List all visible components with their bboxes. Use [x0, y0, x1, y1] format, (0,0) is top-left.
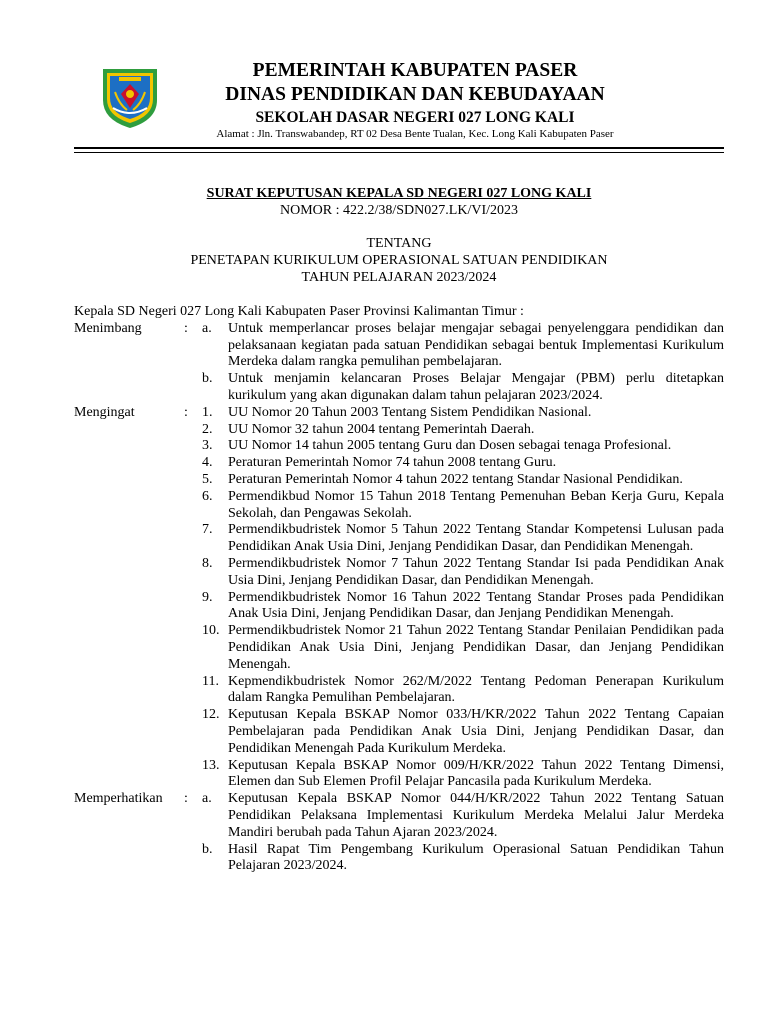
school-address: Alamat : Jln. Transwabandep, RT 02 Desa Bente Tualan, Kec. Long Kali Kabupaten Paser — [216, 128, 614, 140]
list-item — [202, 489, 724, 523]
item-text: Peraturan Pemerintah Nomor 74 tahun 2008 tentang Guru. — [228, 455, 557, 471]
section-items — [202, 405, 724, 791]
department-name: DINAS PENDIDIKAN DAN KEBUDAYAAN — [225, 84, 605, 105]
government-name: PEMERINTAH KABUPATEN PASER — [252, 60, 578, 81]
item-number: 9. — [202, 589, 213, 605]
item-text: Untuk memperlancar proses belajar mengajar sebagai penyelenggara pendidikan dan pelaksanaan kegiatan pada satuan Pendidikan sebagai bentuk Implementasi Kurikulum Merdeka dalam rangka pemulihan pembelajaran. — [228, 320, 724, 370]
decree-number: NOMOR : 422.2/38/SDN027.LK/VI/2023 — [279, 203, 518, 218]
list-item — [202, 707, 724, 757]
section-memperhatikan — [74, 791, 724, 875]
item-text: UU Nomor 32 tahun 2004 tentang Pemerintah Daerah. — [228, 421, 535, 437]
item-text: Permendikbudristek Nomor 7 Tahun 2022 Tentang Standar Isi pada Pendidikan Anak Usia Dini, Jenjang Pendidikan Dasar, dan Pendidikan Menengah. — [228, 555, 724, 588]
item-text: Permendikbudristek Nomor 16 Tahun 2022 Tentang Standar Proses pada Pendidikan Anak Usia Dini, Jenjang Pendidikan Dasar, dan Jenjang Pendidikan Menengah. — [228, 589, 724, 622]
regency-emblem-icon — [97, 64, 163, 130]
item-number: 1. — [202, 404, 213, 420]
section-mengingat — [74, 405, 724, 791]
item-number: 12. — [202, 707, 220, 723]
decree-intro: Kepala SD Negeri 027 Long Kali Kabupaten Paser Provinsi Kalimantan Timur : — [74, 304, 524, 319]
list-item — [202, 438, 724, 455]
list-item — [202, 674, 724, 708]
item-text: Untuk menjamin kelancaran Proses Belajar Mengajar (PBM) perlu ditetapkan kurikulum yang akan digunakan dalam tahun pelajaran 2023/2024. — [228, 371, 724, 403]
item-text: Keputusan Kepala BSKAP Nomor 009/H/KR/2022 Tahun 2022 Tentang Dimensi, Elemen dan Sub Elemen Profil Pelajar Pancasila pada Kurikulum Merdeka. — [228, 757, 724, 790]
list-item — [202, 405, 724, 422]
item-text: UU Nomor 14 tahun 2005 tentang Guru dan Dosen sebagai tenaga Profesional. — [228, 438, 672, 454]
section-label: Menimbang — [74, 320, 142, 336]
item-number: 6. — [202, 488, 213, 504]
item-number: 4. — [202, 455, 213, 471]
list-item — [202, 556, 724, 590]
letterhead-divider-thick — [74, 147, 724, 149]
item-number: 7. — [202, 522, 213, 538]
list-item — [202, 472, 724, 489]
item-text: Kepmendikbudristek Nomor 262/M/2022 Tentang Pedoman Penerapan Kurikulum dalam Rangka Pemulihan Pembelajaran. — [228, 673, 724, 706]
item-number: 10. — [202, 623, 220, 639]
list-item — [202, 422, 724, 439]
section-items — [202, 791, 724, 875]
decree-subject-line-2: TAHUN PELAJARAN 2023/2024 — [301, 270, 497, 285]
decree-body — [74, 304, 724, 875]
item-number: b. — [202, 841, 213, 857]
item-number: 5. — [202, 471, 213, 487]
item-number: 3. — [202, 438, 213, 454]
item-text: Peraturan Pemerintah Nomor 4 tahun 2022 tentang Standar Nasional Pendidikan. — [228, 471, 683, 487]
section-colon: : — [184, 320, 188, 336]
decree-subject-line-1: PENETAPAN KURIKULUM OPERASIONAL SATUAN PENDIDIKAN — [190, 253, 608, 268]
list-item — [202, 371, 724, 405]
section-colon: : — [184, 791, 188, 807]
list-item — [202, 522, 724, 556]
item-text: Permendikbud Nomor 15 Tahun 2018 Tentang Pemenuhan Beban Kerja Guru, Kepala Sekolah, dan Pengawas Sekolah. — [228, 488, 724, 521]
list-item — [202, 623, 724, 673]
list-item — [202, 758, 724, 792]
item-text: Permendikbudristek Nomor 21 Tahun 2022 Tentang Standar Penilaian Pendidikan pada Pendidikan Anak Usia Dini, Jenjang Pendidikan Dasar, dan Jenjang Pendidikan Menengah. — [228, 623, 724, 672]
item-text: Hasil Rapat Tim Pengembang Kurikulum Operasional Satuan Pendidikan Tahun Pelajaran 2023/2024. — [228, 841, 724, 874]
item-number: a. — [202, 791, 212, 807]
item-number: 11. — [202, 673, 219, 689]
item-number: 13. — [202, 757, 220, 773]
item-text: UU Nomor 20 Tahun 2003 Tentang Sistem Pendidikan Nasional. — [228, 404, 592, 420]
decree-title: SURAT KEPUTUSAN KEPALA SD NEGERI 027 LONG KALI — [206, 186, 592, 201]
item-number: b. — [202, 371, 213, 387]
item-text: Keputusan Kepala BSKAP Nomor 044/H/KR/2022 Tahun 2022 Tentang Satuan Pendidikan Pelaksana Implementasi Kurikulum Merdeka Melalui Jalur Merdeka Mandiri berubah pada Tahun Ajaran 2023/2024. — [228, 791, 724, 840]
item-text: Keputusan Kepala BSKAP Nomor 033/H/KR/2022 Tahun 2022 Tentang Capaian Pembelajaran pada Pendidikan Anak Usia Dini, Jenjang Pendidikan Dasar, dan Pendidikan Menengah Pada Kurikulum Merdeka. — [228, 707, 724, 756]
list-item — [202, 455, 724, 472]
item-number: 8. — [202, 555, 213, 571]
list-item — [202, 590, 724, 624]
list-item — [202, 842, 724, 876]
section-items — [202, 321, 724, 405]
section-label: Mengingat — [74, 404, 135, 420]
item-text: Permendikbudristek Nomor 5 Tahun 2022 Tentang Standar Kompetensi Lulusan pada Pendidikan Anak Usia Dini, Jenjang Pendidikan Dasar, dan Pendidikan Menengah. — [228, 522, 724, 555]
letterhead-divider-thin — [74, 152, 724, 153]
list-item — [202, 791, 724, 841]
item-number: a. — [202, 320, 212, 336]
section-menimbang — [74, 321, 724, 405]
section-colon: : — [184, 404, 188, 420]
item-number: 2. — [202, 421, 213, 437]
school-name: SEKOLAH DASAR NEGERI 027 LONG KALI — [255, 109, 575, 126]
section-label: Memperhatikan — [74, 791, 163, 807]
list-item — [202, 321, 724, 371]
decree-about: TENTANG — [366, 236, 432, 251]
